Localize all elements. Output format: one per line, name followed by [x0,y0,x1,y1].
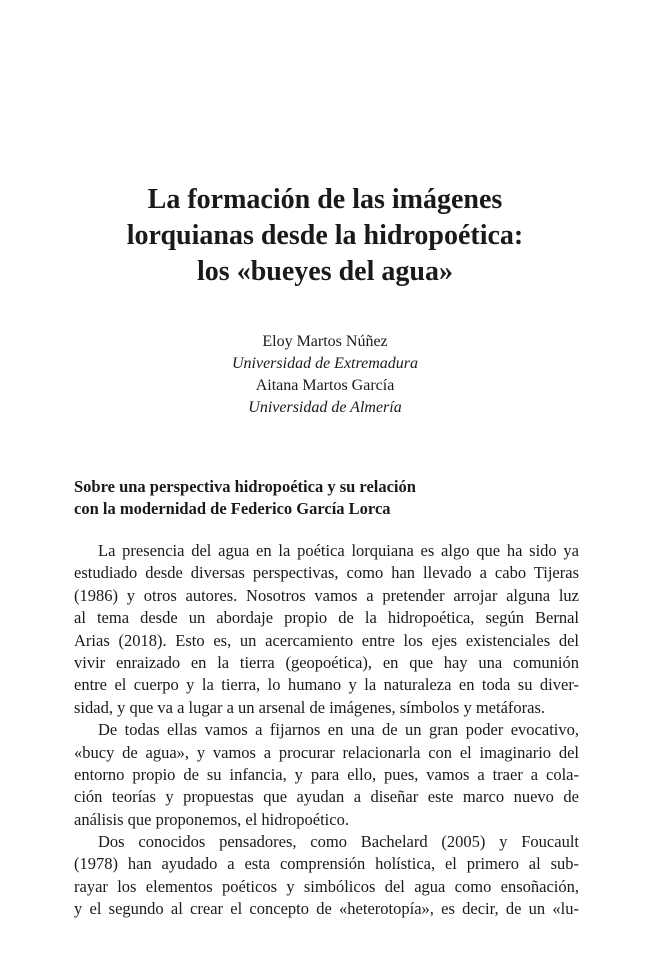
author-block [100,331,550,419]
section-heading-line: con la modernidad de Federico García Lorca [74,499,391,518]
body-line: y el segundo al crear el concepto de «heterotopía», es decir, de un «lu- [74,899,579,919]
section-heading [74,476,579,520]
body-line: (1986) y otros autores. Nosotros vamos a pretender arrojar alguna luz [74,585,579,605]
article-title-line: los «bueyes del agua» [197,256,453,287]
body-line: De todas ellas vamos a fijarnos en una de un gran poder evocativo, [98,720,579,740]
body-line: ción teorías y propuestas que ayudan a diseñar este marco nuevo de [74,787,579,807]
section-heading-line: Sobre una perspectiva hidropoética y su relación [74,477,416,496]
body-line: entorno propio de su infancia, y para ello, pues, vamos a traer a cola- [74,764,579,784]
body-line: estudiado desde diversas perspectivas, como han llevado a cabo Tijeras [74,563,579,583]
body-line: (1978) han ayudado a esta comprensión holística, el primero al sub- [74,854,579,874]
author-name: Eloy Martos Núñez [262,333,388,350]
body-line: «bucy de agua», y vamos a procurar relacionarla con el imaginario del [74,742,579,762]
body-line: Arias (2018). Esto es, un acercamiento entre los ejes existenciales del [74,630,579,650]
article-title-line: La formación de las imágenes [147,184,503,215]
body-line: Dos conocidos pensadores, como Bachelard (2005) y Foucault [98,832,579,852]
body-line: análisis que proponemos, el hidropoético. [74,809,349,829]
body-line: rayar los elementos poéticos y simbólicos del agua como ensoñación, [74,876,579,896]
body-line: al tema desde un abordaje propio de la hidropoética, según Bernal [74,608,579,628]
author-affiliation: Universidad de Extremadura [231,355,419,372]
body-line: La presencia del agua en la poética lorquiana es algo que ha sido ya [98,541,579,560]
author-name: Aitana Martos García [255,377,395,394]
article-title-line: lorquianas desde la hidropoética: [126,220,524,251]
body-line: sidad, y que va a lugar a un arsenal de imágenes, símbolos y metáforas. [74,697,546,717]
body-line: vivir enraizado en la tierra (geopoética), en que hay una comunión [74,652,579,672]
body-line: entre el cuerpo y la tierra, lo humano y la naturaleza en toda su diver- [74,675,579,695]
article-title [60,182,590,290]
body-text [74,540,579,921]
author-affiliation: Universidad de Almería [248,399,402,416]
